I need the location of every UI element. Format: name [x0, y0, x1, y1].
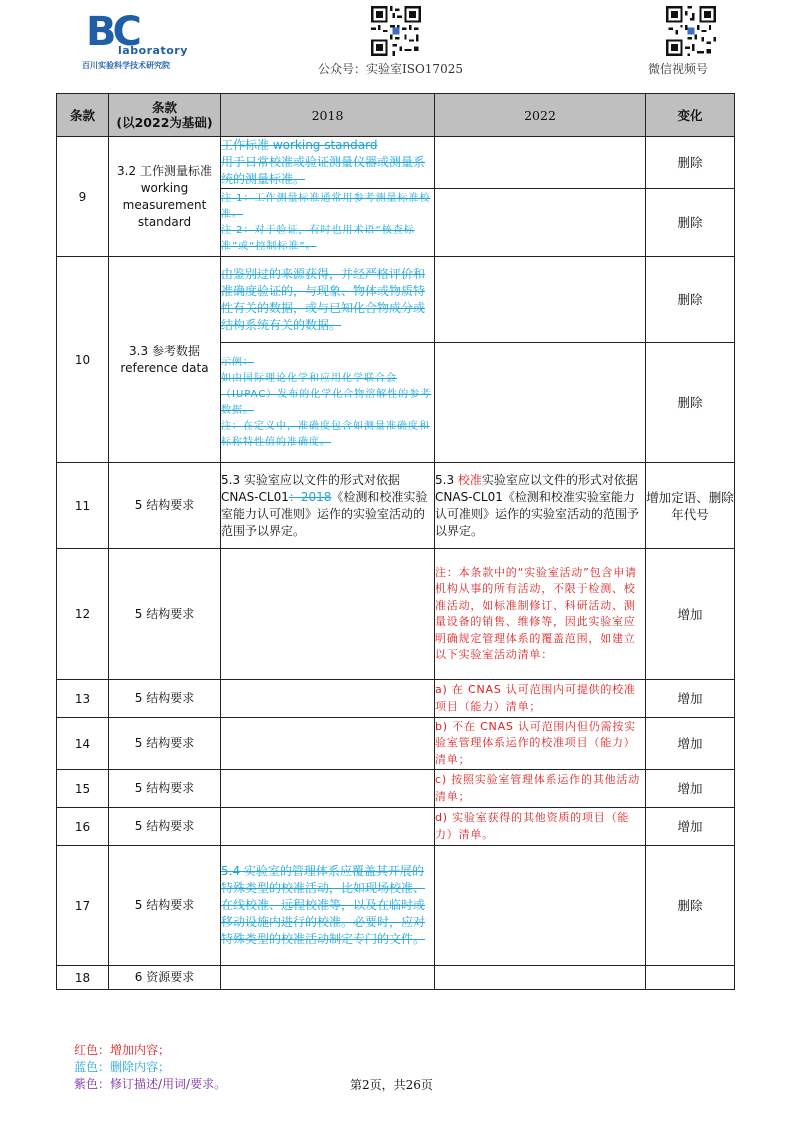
row-number: 18 [57, 966, 109, 990]
cell-change [646, 966, 735, 990]
cell-change: 删除 [646, 137, 735, 189]
clause-en-line2: measurement [122, 197, 207, 212]
cell-2022 [435, 549, 646, 680]
cell-2022 [435, 137, 646, 189]
cell-2018 [221, 549, 435, 680]
row-clause: 5 结构要求 [109, 846, 221, 966]
row-clause: 6 资源要求 [109, 966, 221, 990]
cell-change: 增加 [646, 680, 735, 718]
table-header-row [57, 94, 735, 137]
cell-2018 [221, 343, 435, 463]
cell-2022 [435, 966, 646, 990]
bc-laboratory-logo [82, 8, 188, 72]
public-account-caption: 公众号：实验室ISO17025 [318, 62, 463, 76]
deleted-text: 用于日常校准或验证测量仪器或测量系统的测量标准。 [221, 155, 426, 186]
col-header-clause-line1: 条款 [151, 100, 177, 115]
deleted-note: 注 2：对于验证，有时也用术语“核查标准”或“控制标准”。 [221, 224, 415, 252]
cell-2018 [221, 137, 435, 189]
video-channel-qr-icon [666, 6, 716, 56]
text-2022-part2: 实验室应以文件的形式对依据 CNAS-CL01《检测和校准实验室能力认可准则》运作的实验室活动的范围予以界定。 [435, 472, 640, 538]
row-clause: 5 结构要求 [109, 770, 221, 808]
row-number: 16 [57, 808, 109, 846]
table-row [57, 846, 735, 966]
added-text: c) 按照实验室管理体系运作的其他活动清单； [435, 773, 641, 803]
row-number: 17 [57, 846, 109, 966]
col-header-change: 变化 [646, 94, 735, 137]
cell-change: 增加 [646, 549, 735, 680]
col-header-2022: 2022 [435, 94, 646, 137]
cell-2022 [435, 680, 646, 718]
comparison-table [56, 93, 735, 990]
row-number: 9 [57, 137, 109, 257]
cell-2022 [435, 189, 646, 257]
table-row [57, 680, 735, 718]
cell-change: 增加 [646, 718, 735, 770]
row-clause: 5 结构要求 [109, 463, 221, 549]
logo-subtitle: 百川实验科学技术研究院 [82, 61, 170, 70]
col-header-2018: 2018 [221, 94, 435, 137]
cell-change: 增加 [646, 770, 735, 808]
cell-change: 删除 [646, 343, 735, 463]
clause-en-line1: working [140, 180, 189, 195]
added-note: 注：本条款中的“实验室活动”包含申请机构从事的所有活动，不限于检测、校准活动，如标准制修订、科研活动、测量设备的销售、维修等，因此实验室应明确规定管理体系的覆盖范围，如建立以下实验室活动清单： [435, 565, 637, 661]
clause-title: 3.2 工作测量标准 [117, 163, 212, 178]
table-row [57, 808, 735, 846]
deleted-note: 注 1：工作测量标准通常用参考测量标准校准。 [221, 192, 431, 220]
cell-2022 [435, 257, 646, 343]
deleted-example-label: 示例： [221, 356, 254, 368]
clause-title: 3.3 参考数据 [129, 343, 200, 358]
cell-2022 [435, 463, 646, 549]
cell-2018 [221, 463, 435, 549]
legend-blue: 蓝色：删除内容； [74, 1060, 171, 1074]
row-clause: 5 结构要求 [109, 718, 221, 770]
table-row [57, 966, 735, 990]
legend-red: 红色：增加内容； [74, 1043, 171, 1057]
row-number: 10 [57, 257, 109, 463]
table-row [57, 137, 735, 189]
clause-en-line3: standard [137, 214, 192, 229]
col-header-number: 条款 [57, 94, 109, 137]
cell-change: 增加定语、删除年代号 [646, 463, 735, 549]
row-number: 15 [57, 770, 109, 808]
cell-2022 [435, 808, 646, 846]
row-number: 11 [57, 463, 109, 549]
row-clause [109, 257, 221, 463]
text-2018-part2: 《检测和校准实验室能力认可准则》运作的实验室活动的范围予以界定。 [221, 489, 428, 538]
cell-change: 删除 [646, 189, 735, 257]
logo-letters: BC [86, 9, 138, 55]
col-header-clause [109, 94, 221, 137]
cell-change: 删除 [646, 846, 735, 966]
color-legend [74, 1042, 226, 1093]
logo-word: laboratory [118, 44, 188, 57]
cell-2022 [435, 718, 646, 770]
row-number: 13 [57, 680, 109, 718]
row-clause: 5 结构要求 [109, 808, 221, 846]
row-number: 14 [57, 718, 109, 770]
table-row [57, 257, 735, 343]
added-text: b) 不在 CNAS 认可范围内但仍需按实验室管理体系运作的校准项目（能力）清单； [435, 719, 636, 766]
row-number: 12 [57, 549, 109, 680]
legend-purple: 紫色：修订描述/用词/要求。 [74, 1077, 227, 1091]
deleted-example: 如由国际理论化学和应用化学联合会（IUPAC）发布的化学化合物溶解性的参考数据。 [221, 372, 432, 416]
added-text: 校准 [457, 472, 482, 487]
cell-2018 [221, 257, 435, 343]
deleted-year: ：2018 [288, 489, 332, 504]
cell-2018 [221, 718, 435, 770]
cell-change: 删除 [646, 257, 735, 343]
deleted-note: 注：在定义中，准确度包含如测量准确度和标称特性值的准确度。 [221, 420, 430, 448]
col-header-clause-line2: (以2022为基础) [116, 115, 213, 130]
video-channel-caption: 微信视频号 [648, 62, 709, 76]
table-row [57, 770, 735, 808]
cell-2018 [221, 770, 435, 808]
added-text: d) 实验室获得的其他资质的项目（能力）清单。 [435, 811, 630, 841]
wechat-public-account-qr-icon [371, 6, 421, 56]
cell-2022 [435, 770, 646, 808]
deleted-text: 工作标准 working standard [221, 138, 378, 152]
row-clause [109, 137, 221, 257]
text-2018-part1: 5.3 实验室应以文件的形式对依据 CNAS-CL01 [221, 472, 400, 504]
cell-change: 增加 [646, 808, 735, 846]
cell-2022 [435, 343, 646, 463]
cell-2018 [221, 189, 435, 257]
page-number: 第2页，共26页 [350, 1078, 433, 1092]
page-header [0, 0, 793, 90]
added-text: a) 在 CNAS 认可范围内可提供的校准项目（能力）清单； [435, 683, 636, 713]
cell-2018 [221, 846, 435, 966]
cell-2018 [221, 680, 435, 718]
table-row [57, 549, 735, 680]
text-2022-part1: 5.3 [435, 472, 458, 487]
cell-2022 [435, 846, 646, 966]
deleted-text: 由鉴别过的来源获得，并经严格评价和准确度验证的，与现象、物体或物质特性有关的数据，或与已知化合物成分或结构系统有关的数据。 [221, 266, 426, 332]
row-clause: 5 结构要求 [109, 549, 221, 680]
table-row [57, 463, 735, 549]
row-clause: 5 结构要求 [109, 680, 221, 718]
clause-en: reference data [120, 360, 209, 375]
cell-2018 [221, 966, 435, 990]
cell-2018 [221, 808, 435, 846]
deleted-text: 5.4 实验室的管理体系应覆盖其开展的特殊类型的校准活动，比如现场校准、在线校准、远程校准等，以及在临时或移动设施内进行的校准。必要时，应对特殊类型的校准活动制定专门的文件。 [221, 864, 426, 946]
table-row [57, 718, 735, 770]
